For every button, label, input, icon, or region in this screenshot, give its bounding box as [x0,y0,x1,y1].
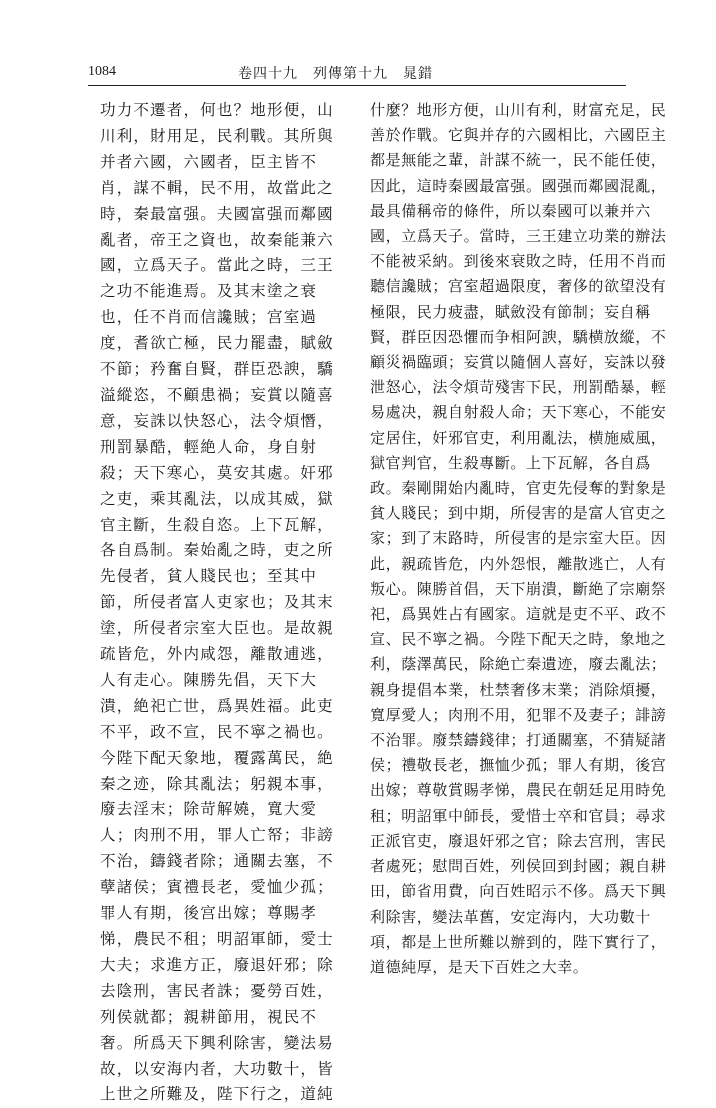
translation-line: 賢，群臣因恐懼而争相阿諛，驕横放縱，不 [370,327,667,346]
original-text-line: 潰，絶祀亡世，爲異姓福。此吏 [100,696,334,715]
original-text-line: 功力不遷者，何也？地形便，山 [100,101,334,119]
translation-line: 最具備稱帝的條件，所以秦國可以兼并六 [370,201,651,220]
translation-line: 聽信讒賊；宫室超過限度，奢侈的欲望没有 [370,277,667,296]
original-text-line: 人；肉刑不用，罪人亡帑；非謗 [100,826,334,845]
original-text-line: 悌，農民不租；明詔軍師，愛士 [100,930,334,948]
original-text-line: 溢縱恣，不顧患禍；妄賞以隨喜 [100,385,334,404]
page-number: 1084 [88,64,116,79]
original-text-line: 疏皆危，外内咸怨，離散逋逃， [100,645,334,664]
translation-line: 定居住，奸邪官吏，利用亂法，横施威風， [370,428,667,447]
translation-line: 道德純厚，是天下百姓之大幸。 [370,957,589,976]
translation-line: 因此，這時秦國最富强。國强而鄰國混亂， [370,176,667,195]
original-text-line: 人有走心。陳勝先倡，天下大 [100,670,318,689]
original-text-line: 亂者，帝王之資也，故秦能兼六 [100,230,334,249]
original-text-line: 并者六國，六國者，臣主皆不 [100,152,318,171]
original-text-line: 故，以安海内者，大功數十，皆 [100,1059,334,1078]
translation-line: 泄怒心，法令煩苛殘害下民，刑罰酷暴，輕 [370,378,667,397]
running-head: 卷四十九 列傳第十九 晁錯 [238,66,433,82]
original-text-line: 節，所侵者富人吏家也；及其末 [100,593,334,612]
translation-line: 祀，爲異姓占有國家。這就是吏不平、政不 [370,605,667,624]
translation-line: 項，都是上世所難以辦到的，陛下實行了， [370,932,667,951]
translation-line: 獄官判官，生殺專斷。上下瓦解，各自爲 [370,453,651,472]
translation-line: 親身提倡本業，杜禁奢侈末業；消除煩擾， [370,680,667,699]
translation-line: 貧人賤民；到中期，所侵害的是富人官吏之 [370,504,667,523]
translation-line: 都是無能之輩，計謀不統一，民不能任使， [370,151,667,170]
header-rule [88,85,626,86]
original-text-line: 廢去淫末；除苛解嬈，寬大愛 [100,800,318,819]
translation-line: 叛心。陳勝首倡，天下崩潰，斷絶了宗廟祭 [370,579,667,598]
original-text-line: 去陰刑，害民者誅；憂勞百姓， [100,981,334,1000]
original-text-line: 先侵者，貧人賤民也；至其中 [100,567,318,586]
translation-line: 善於作戰。它與并存的六國相比，六國臣主 [370,126,667,145]
original-text-line: 今陛下配天象地，覆露萬民，絶 [100,748,334,767]
original-text-line: 殺；天下寒心，莫安其處。奸邪 [100,463,334,482]
original-text-line: 刑罰暴酷，輕絶人命，身自射 [100,437,318,456]
original-text-line: 孽諸侯；賓禮長老，愛恤少孤； [100,878,334,897]
original-text-line: 大夫；求進方正，廢退奸邪；除 [100,955,334,974]
original-text-line: 意，妄誅以快怒心，法令煩憯， [100,411,334,430]
original-text-line: 川利，財用足，民利戰。其所與 [100,126,334,145]
original-text-column [100,98,340,1108]
original-text-line: 上世之所難及，陛下行之，道純 [100,1085,334,1104]
translation-line: 宣、民不寧之禍。今陛下配天之時，象地之 [370,630,667,649]
translation-line: 寬厚愛人；肉刑不用，犯罪不及妻子；誹謗 [370,705,667,724]
translation-column [370,98,667,980]
original-text-line: 之吏，乘其亂法，以成其威，獄 [100,489,334,508]
original-text-line: 時，秦最富强。夫國富强而鄰國 [100,204,334,223]
translation-line: 者處死；慰問百姓，列侯回到封國；親自耕 [370,857,667,876]
translation-line: 不能被采納。到後來衰敗之時，任用不肖而 [370,252,667,271]
translation-line: 侯；禮敬長老，撫恤少孤；罪人有期，後宫 [370,756,667,775]
original-text-line: 不平，政不宣，民不寧之禍也。 [100,722,334,741]
translation-line: 不治罪。廢禁鑄錢律；打通關塞，不猜疑諸 [370,731,667,750]
translation-line: 易處决，親自射殺人命；天下寒心，不能安 [370,403,667,422]
original-text-line: 不治，鑄錢者除；通關去塞，不 [100,852,334,871]
translation-line: 家；到了末路時，所侵害的是宗室大臣。因 [370,529,667,548]
original-text-line: 罪人有期，後宫出嫁；尊賜孝 [100,904,318,923]
original-text-line: 度，耆欲亡極，民力罷盡，賦斂 [100,334,334,353]
translation-line: 租；明詔軍中師長，愛惜士卒和官員；尋求 [370,806,667,825]
translation-line: 田，節省用費，向百姓昭示不侈。爲天下興 [370,882,667,901]
original-text-line: 塗，所侵者宗室大臣也。是故親 [100,619,334,638]
translation-line: 此，親疏皆危，内外怨恨，離散逃亡，人有 [370,554,667,573]
original-text-line: 各自爲制。秦始亂之時，吏之所 [100,541,334,560]
original-text-line: 也，任不肖而信讒賊；宫室過 [100,308,318,327]
translation-line: 正派官吏，廢退奸邪之官；除去宫刑，害民 [370,831,667,850]
translation-line: 國，立爲天子。當時，三王建立功業的辦法 [370,227,667,246]
original-text-line: 列侯就都；親耕節用，視民不 [100,1007,318,1026]
translation-line: 政。秦剛開始内亂時，官吏先侵奪的對象是 [370,479,667,498]
original-text-line: 官主斷，生殺自恣。上下瓦解， [100,515,334,534]
original-text-line: 奢。所爲天下興利除害，變法易 [100,1033,334,1052]
original-text-line: 肖，謀不輯，民不用，故當此之 [100,178,334,197]
page-header [88,60,626,84]
translation-line: 出嫁；尊敬賞賜孝悌，農民在朝廷足用時免 [370,781,667,800]
original-text-line: 不節；矜奮自賢，群臣恐諛，驕 [100,360,334,379]
original-text-line: 之功不能進焉。及其末塗之衰 [100,282,318,301]
original-text-line: 國，立爲天子。當此之時，三王 [100,256,334,275]
original-text-line: 秦之迹，除其亂法；躬親本事， [100,774,334,793]
translation-line: 極限，民力疲盡，賦斂没有節制；妄自稱 [370,302,651,321]
translation-line: 利，蔭澤萬民，除絶亡秦遺迹，廢去亂法； [370,655,667,674]
translation-line: 顧災禍臨頭；妄賞以隨個人喜好，妄誅以發 [370,353,667,372]
translation-line: 利除害，變法革舊，安定海内，大功數十 [370,907,651,926]
translation-line: 什麼？地形方便，山川有利，財富充足，民 [370,101,667,119]
